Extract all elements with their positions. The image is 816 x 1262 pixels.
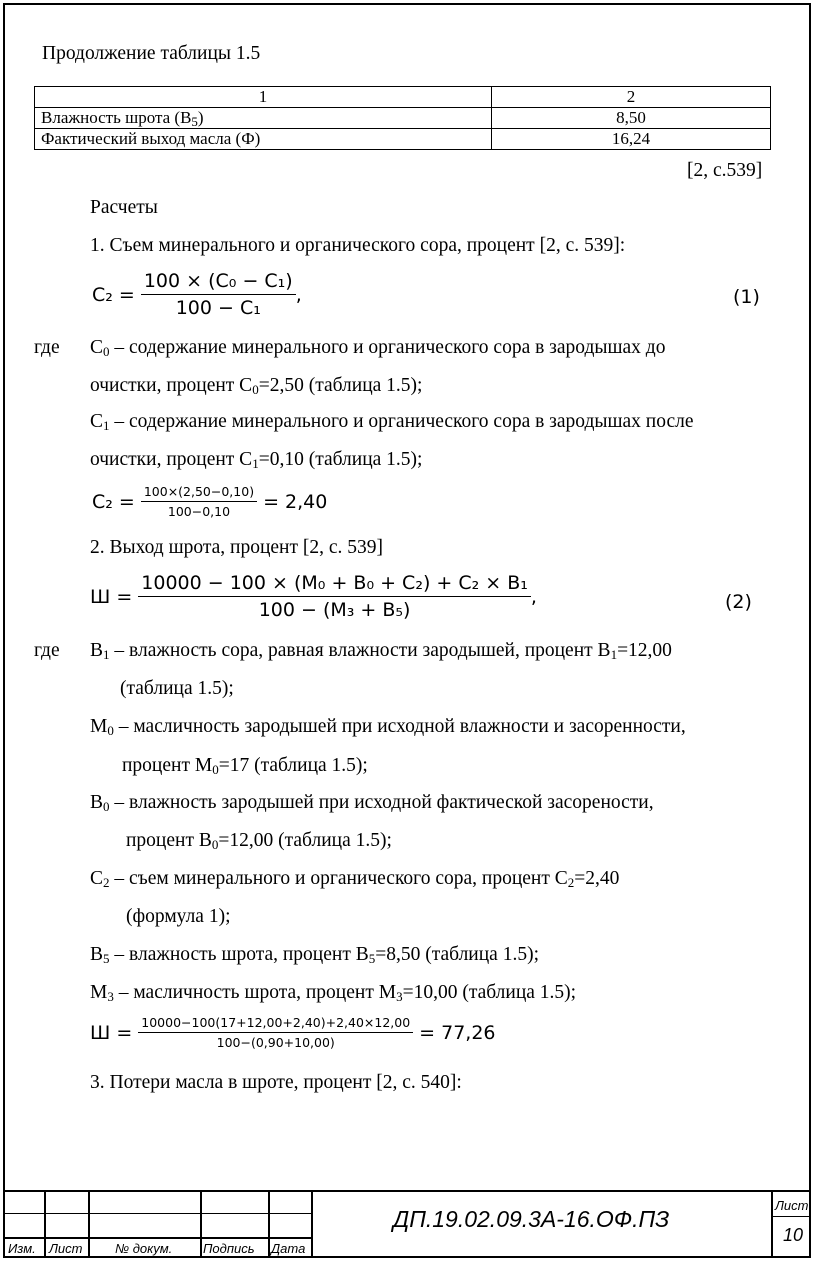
table-header-row (35, 87, 771, 108)
formula-lhs: Ш = (90, 585, 133, 608)
formula-2-number: (2) (725, 591, 752, 613)
sheet-label: Лист (775, 1198, 809, 1213)
formula-numerator: 100×(2,50−0,10) (141, 484, 257, 502)
formula-tail: , (295, 283, 302, 306)
table-continuation-caption: Продолжение таблицы 1.5 (42, 43, 261, 64)
table-cell-name: Фактический выход масла (Ф) (35, 129, 492, 150)
title-block-line (88, 1192, 90, 1258)
step-2-heading: 2. Выход шрота, процент [2, с. 539] (90, 537, 384, 558)
step-3-heading: 3. Потери масла в шроте, процент [2, с. 540]: (90, 1072, 462, 1093)
table-header-cell: 1 (35, 87, 492, 108)
formula-numerator: 10000−100(17+12,00+2,40)+2,40×12,00 (138, 1015, 413, 1033)
label-date: Дата (271, 1241, 306, 1256)
title-block-row-line (3, 1213, 312, 1214)
table-row (35, 108, 771, 129)
definition-m0-cont: процент $М_0=17$ (таблица 1.5); (122, 755, 368, 777)
sheet-number: 10 (783, 1225, 804, 1245)
formula-denominator: 100−(0,90+10,00) (216, 1035, 335, 1050)
definition-m0: $М_0$ – масличность зародышей при исходной влажности и засоренности, (90, 716, 686, 738)
table-row (35, 129, 771, 150)
title-block-line (268, 1192, 270, 1258)
formula-denominator: 100 − C₁ (175, 297, 261, 319)
formula-1-number: (1) (733, 286, 760, 308)
table-cell-value: 16,24 (492, 129, 771, 150)
source-reference: [2, с.539] (687, 160, 763, 181)
where-label: где (34, 337, 60, 358)
definition-c2-cont: (формула 1); (126, 906, 231, 927)
formula-1-calculation (92, 484, 327, 519)
title-block (3, 1190, 811, 1260)
definition-m3: $М_3$ – масличность шрота, процент $М_3=10,00$ (таблица 1.5); (90, 982, 577, 1004)
formula-numerator: 10000 − 100 × (M₀ + B₀ + C₂) + C₂ × B₁ (138, 572, 531, 597)
formula-1 (92, 270, 302, 319)
data-table (34, 86, 771, 150)
page-frame (3, 3, 811, 1258)
definition-b1-cont: (таблица 1.5); (120, 678, 234, 699)
definition-b1: $В_1$ – влажность сора, равная влажности зародышей, процент $В_1=12,00$ (90, 640, 672, 662)
label-izm: Изм. (8, 1241, 36, 1256)
formula-lhs: C₂ = (92, 283, 135, 306)
formula-2-calculation (90, 1015, 496, 1050)
step-1-heading: 1. Съем минерального и органического сора, процент [2, с. 539]: (90, 235, 626, 256)
definition-c0-cont: очистки, процент $С_0=2,50$ (таблица 1.5); (90, 375, 423, 397)
formula-numerator: 100 × (C₀ − C₁) (141, 270, 296, 295)
label-signature: Подпись (203, 1241, 255, 1256)
where-label: где (34, 640, 60, 661)
formula-lhs: Ш = (90, 1021, 133, 1044)
label-doc-number: № докум. (115, 1241, 173, 1256)
definition-b5: $В_5$ – влажность шрота, процент $В_5=8,50$ (таблица 1.5); (90, 944, 539, 966)
definition-c1: $С_1$ – содержание минерального и органического сора в зародышах после (90, 411, 694, 433)
formula-result: = 2,40 (263, 490, 328, 513)
formula-denominator: 100 − (M₃ + B₅) (258, 599, 411, 621)
table-header-cell: 2 (492, 87, 771, 108)
table-cell-value: 8,50 (492, 108, 771, 129)
table-cell-name: Влажность шрота $(В_5)$ (35, 108, 492, 129)
title-block-line (200, 1192, 202, 1258)
title-block-row-line (3, 1237, 312, 1239)
formula-denominator: 100−0,10 (167, 504, 231, 519)
formula-tail: , (530, 585, 537, 608)
document-code: ДП.19.02.09.3А-16.ОФ.ПЗ (393, 1206, 670, 1232)
formula-result: = 77,26 (419, 1021, 496, 1044)
definition-b0: $В_0$ – влажность зародышей при исходной фактической засорености, (90, 792, 654, 814)
title-block-line (44, 1192, 46, 1258)
formula-lhs: C₂ = (92, 490, 135, 513)
title-block-line (311, 1192, 313, 1258)
definition-c0: $С_0$ – содержание минерального и органического сора в зародышах до (90, 337, 666, 359)
label-list: Лист (49, 1241, 83, 1256)
definition-c1-cont: очистки, процент $С_1=0,10$ (таблица 1.5); (90, 449, 423, 471)
section-title: Расчеты (90, 197, 158, 218)
title-block-row-line (771, 1216, 811, 1217)
formula-2 (90, 572, 537, 621)
definition-c2: $С_2$ – съем минерального и органического сора, процент $С_2=2,40$ (90, 868, 620, 890)
definition-b0-cont: процент $В_0=12,00$ (таблица 1.5); (126, 830, 392, 852)
title-block-line (771, 1192, 773, 1258)
